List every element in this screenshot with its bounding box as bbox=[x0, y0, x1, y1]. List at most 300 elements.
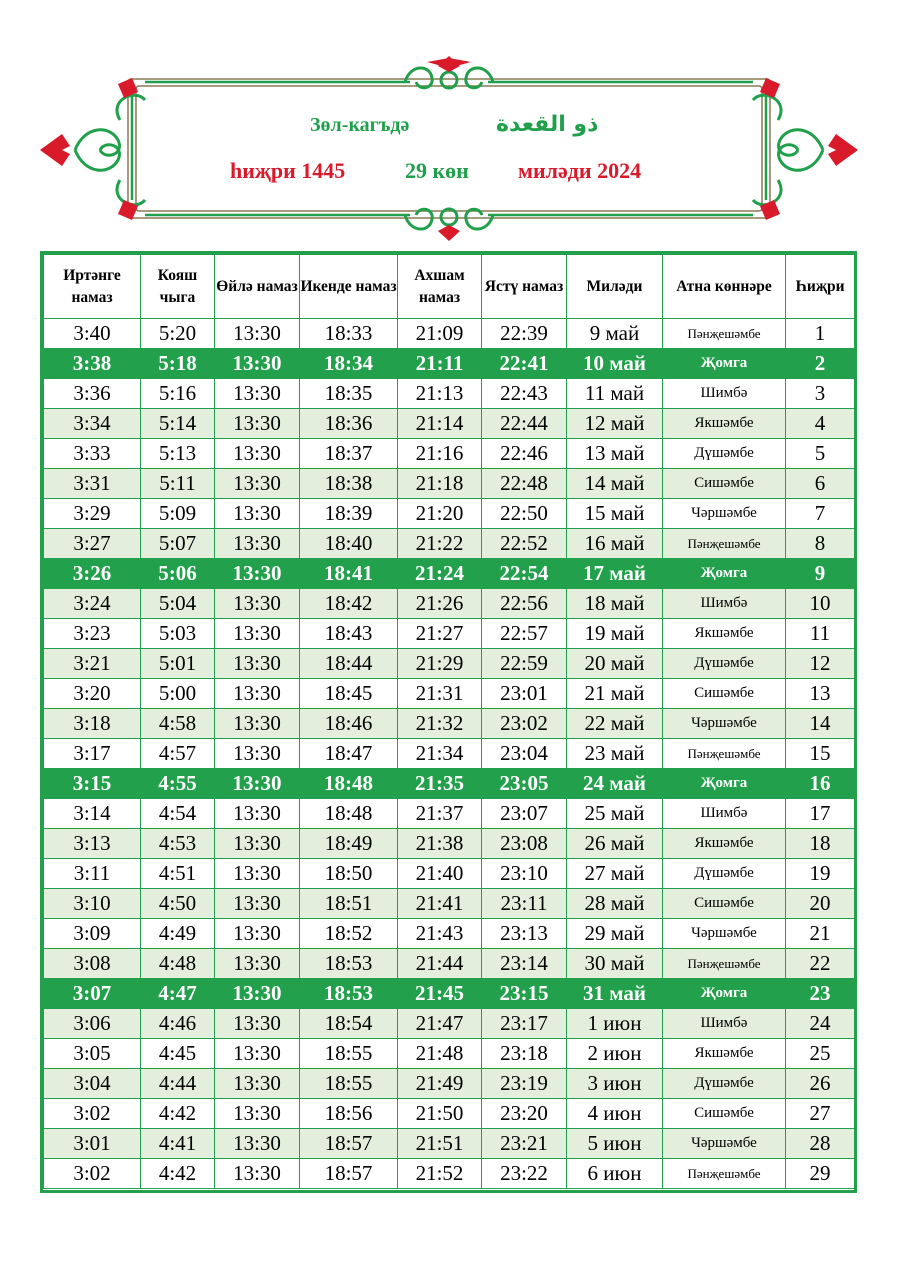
table-cell: 13:30 bbox=[215, 1099, 300, 1129]
table-cell: 22:52 bbox=[482, 529, 567, 559]
table-cell: 3:01 bbox=[44, 1129, 141, 1159]
table-cell: 3 июн bbox=[567, 1069, 663, 1099]
table-cell: 13 bbox=[786, 679, 855, 709]
table-cell: 5:18 bbox=[141, 349, 215, 379]
table-cell: 5:07 bbox=[141, 529, 215, 559]
table-cell: Дүшәмбе bbox=[663, 439, 786, 469]
table-cell: 19 bbox=[786, 859, 855, 889]
table-cell: 18:49 bbox=[300, 829, 398, 859]
column-header: Ястү намаз bbox=[482, 255, 567, 319]
table-cell: 28 май bbox=[567, 889, 663, 919]
table-cell: 5 июн bbox=[567, 1129, 663, 1159]
table-cell: 3:40 bbox=[44, 319, 141, 349]
table-cell: 21:49 bbox=[398, 1069, 482, 1099]
table-cell: 18:52 bbox=[300, 919, 398, 949]
table-row bbox=[44, 319, 855, 349]
table-cell: 21:29 bbox=[398, 649, 482, 679]
table-cell: 5:04 bbox=[141, 589, 215, 619]
table-cell: 18:51 bbox=[300, 889, 398, 919]
table-cell: 18:56 bbox=[300, 1099, 398, 1129]
table-cell: 4:51 bbox=[141, 859, 215, 889]
table-cell: 20 bbox=[786, 889, 855, 919]
table-cell: 3:34 bbox=[44, 409, 141, 439]
table-cell: 21:32 bbox=[398, 709, 482, 739]
table-row bbox=[44, 739, 855, 769]
table-row bbox=[44, 469, 855, 499]
table-cell: 3:08 bbox=[44, 949, 141, 979]
table-header-row bbox=[44, 255, 855, 319]
table-cell: 23:05 bbox=[482, 769, 567, 799]
table-cell: 18:34 bbox=[300, 349, 398, 379]
table-cell: 13:30 bbox=[215, 559, 300, 589]
table-cell: 13:30 bbox=[215, 469, 300, 499]
gregorian-year: миләди 2024 bbox=[518, 158, 642, 183]
table-cell: 23:15 bbox=[482, 979, 567, 1009]
column-header: Иртәнге намаз bbox=[44, 255, 141, 319]
table-cell: 22:59 bbox=[482, 649, 567, 679]
table-cell: 23:01 bbox=[482, 679, 567, 709]
table-cell: 18:50 bbox=[300, 859, 398, 889]
table-cell: 21:40 bbox=[398, 859, 482, 889]
table-cell: 21:16 bbox=[398, 439, 482, 469]
table-row bbox=[44, 349, 855, 379]
table-row bbox=[44, 499, 855, 529]
table-cell: Чәршәмбе bbox=[663, 499, 786, 529]
table-cell: 27 bbox=[786, 1099, 855, 1129]
table-cell: 3:10 bbox=[44, 889, 141, 919]
table-cell: 22:41 bbox=[482, 349, 567, 379]
table-cell: 3:20 bbox=[44, 679, 141, 709]
table-cell: 22:50 bbox=[482, 499, 567, 529]
table-cell: 23:02 bbox=[482, 709, 567, 739]
table-cell: 3:15 bbox=[44, 769, 141, 799]
table-cell: 14 май bbox=[567, 469, 663, 499]
table-cell: 5:11 bbox=[141, 469, 215, 499]
table-cell: Чәршәмбе bbox=[663, 1129, 786, 1159]
table-cell: 18:33 bbox=[300, 319, 398, 349]
table-cell: 21:45 bbox=[398, 979, 482, 1009]
table-cell: 22:54 bbox=[482, 559, 567, 589]
table-cell: 13:30 bbox=[215, 319, 300, 349]
table-cell: 16 май bbox=[567, 529, 663, 559]
table-cell: 4 bbox=[786, 409, 855, 439]
table-cell: 21:38 bbox=[398, 829, 482, 859]
table-row bbox=[44, 979, 855, 1009]
table-cell: 25 bbox=[786, 1039, 855, 1069]
table-cell: 3:17 bbox=[44, 739, 141, 769]
table-cell: 18:40 bbox=[300, 529, 398, 559]
table-cell: 3:11 bbox=[44, 859, 141, 889]
table-cell: 18:35 bbox=[300, 379, 398, 409]
table-cell: 3:14 bbox=[44, 799, 141, 829]
table-cell: 3:05 bbox=[44, 1039, 141, 1069]
table-cell: 13:30 bbox=[215, 679, 300, 709]
table-cell: 21:52 bbox=[398, 1159, 482, 1189]
table-cell: 13 май bbox=[567, 439, 663, 469]
table-cell: 5:06 bbox=[141, 559, 215, 589]
table-cell: 13:30 bbox=[215, 769, 300, 799]
column-header: Атна көннәре bbox=[663, 255, 786, 319]
table-cell: 6 июн bbox=[567, 1159, 663, 1189]
table-cell: 21:50 bbox=[398, 1099, 482, 1129]
table-cell: 18:45 bbox=[300, 679, 398, 709]
table-cell: 13:30 bbox=[215, 409, 300, 439]
table-cell: 3:38 bbox=[44, 349, 141, 379]
month-name: Зөл-кагъдә bbox=[310, 114, 410, 136]
table-cell: Чәршәмбе bbox=[663, 709, 786, 739]
table-row bbox=[44, 1159, 855, 1189]
table-cell: 21:44 bbox=[398, 949, 482, 979]
table-row bbox=[44, 589, 855, 619]
table-cell: 21:41 bbox=[398, 889, 482, 919]
table-cell: 5:01 bbox=[141, 649, 215, 679]
table-cell: Чәршәмбе bbox=[663, 919, 786, 949]
table-cell: 18:53 bbox=[300, 979, 398, 1009]
table-cell: 4:55 bbox=[141, 769, 215, 799]
table-cell: Җомга bbox=[663, 559, 786, 589]
table-cell: 3:13 bbox=[44, 829, 141, 859]
table-cell: 23:04 bbox=[482, 739, 567, 769]
table-cell: 30 май bbox=[567, 949, 663, 979]
table-cell: 13:30 bbox=[215, 979, 300, 1009]
table-cell: Җомга bbox=[663, 769, 786, 799]
table-cell: 5:09 bbox=[141, 499, 215, 529]
table-cell: Шимбә bbox=[663, 1009, 786, 1039]
table-cell: 25 май bbox=[567, 799, 663, 829]
table-cell: 18 bbox=[786, 829, 855, 859]
table-cell: 21:18 bbox=[398, 469, 482, 499]
table-cell: Шимбә bbox=[663, 799, 786, 829]
table-cell: Якшәмбе bbox=[663, 619, 786, 649]
table-cell: 18:38 bbox=[300, 469, 398, 499]
table-cell: 1 bbox=[786, 319, 855, 349]
table-cell: Шимбә bbox=[663, 379, 786, 409]
days-count: 29 көн bbox=[405, 158, 469, 183]
table-cell: 2 июн bbox=[567, 1039, 663, 1069]
table-cell: 21:51 bbox=[398, 1129, 482, 1159]
table-cell: 12 май bbox=[567, 409, 663, 439]
table-cell: 24 bbox=[786, 1009, 855, 1039]
table-cell: 18:43 bbox=[300, 619, 398, 649]
table-cell: 17 bbox=[786, 799, 855, 829]
table-cell: 13:30 bbox=[215, 859, 300, 889]
table-cell: 18 май bbox=[567, 589, 663, 619]
table-cell: 9 май bbox=[567, 319, 663, 349]
table-row bbox=[44, 559, 855, 589]
table-cell: 18:42 bbox=[300, 589, 398, 619]
table-cell: Пәнҗешәмбе bbox=[663, 319, 786, 349]
table-row bbox=[44, 859, 855, 889]
table-cell: 3:24 bbox=[44, 589, 141, 619]
table-cell: 19 май bbox=[567, 619, 663, 649]
table-cell: 4:53 bbox=[141, 829, 215, 859]
table-row bbox=[44, 889, 855, 919]
table-cell: 21:43 bbox=[398, 919, 482, 949]
table-cell: 18:54 bbox=[300, 1009, 398, 1039]
table-cell: 21:11 bbox=[398, 349, 482, 379]
table-cell: 5 bbox=[786, 439, 855, 469]
table-cell: 18:55 bbox=[300, 1039, 398, 1069]
table-cell: 13:30 bbox=[215, 1039, 300, 1069]
table-cell: 23:18 bbox=[482, 1039, 567, 1069]
table-cell: 21:34 bbox=[398, 739, 482, 769]
table-cell: 15 май bbox=[567, 499, 663, 529]
table-cell: 29 bbox=[786, 1159, 855, 1189]
table-cell: 11 май bbox=[567, 379, 663, 409]
header-banner bbox=[0, 0, 898, 250]
table-cell: Пәнҗешәмбе bbox=[663, 529, 786, 559]
table-cell: 13:30 bbox=[215, 949, 300, 979]
table-cell: 22:48 bbox=[482, 469, 567, 499]
table-cell: 4:42 bbox=[141, 1099, 215, 1129]
table-cell: 18:48 bbox=[300, 769, 398, 799]
table-cell: 13:30 bbox=[215, 1069, 300, 1099]
table-cell: 5:14 bbox=[141, 409, 215, 439]
table-cell: Пәнҗешәмбе bbox=[663, 739, 786, 769]
table-cell: 23:20 bbox=[482, 1099, 567, 1129]
table-cell: 18:39 bbox=[300, 499, 398, 529]
table-cell: 4:41 bbox=[141, 1129, 215, 1159]
table-cell: 13:30 bbox=[215, 889, 300, 919]
table-cell: 18:48 bbox=[300, 799, 398, 829]
table-row bbox=[44, 829, 855, 859]
table-cell: 12 bbox=[786, 649, 855, 679]
table-cell: 4:57 bbox=[141, 739, 215, 769]
table-cell: 10 май bbox=[567, 349, 663, 379]
table-cell: 26 bbox=[786, 1069, 855, 1099]
table-cell: 5:16 bbox=[141, 379, 215, 409]
table-cell: 14 bbox=[786, 709, 855, 739]
table-cell: 11 bbox=[786, 619, 855, 649]
table-cell: 3:29 bbox=[44, 499, 141, 529]
table-cell: 4:48 bbox=[141, 949, 215, 979]
table-cell: 22:46 bbox=[482, 439, 567, 469]
table-cell: Җомга bbox=[663, 349, 786, 379]
table-cell: 26 май bbox=[567, 829, 663, 859]
table-cell: 23 bbox=[786, 979, 855, 1009]
table-cell: 18:47 bbox=[300, 739, 398, 769]
table-cell: 28 bbox=[786, 1129, 855, 1159]
table-row bbox=[44, 1009, 855, 1039]
table-cell: Сишәмбе bbox=[663, 889, 786, 919]
table-cell: 23:17 bbox=[482, 1009, 567, 1039]
table-row bbox=[44, 1069, 855, 1099]
table-cell: 10 bbox=[786, 589, 855, 619]
table-cell: 18:41 bbox=[300, 559, 398, 589]
table-row bbox=[44, 799, 855, 829]
table-cell: 21 май bbox=[567, 679, 663, 709]
table-cell: 18:57 bbox=[300, 1159, 398, 1189]
table-row bbox=[44, 649, 855, 679]
table-cell: 3:06 bbox=[44, 1009, 141, 1039]
table-cell: Сишәмбе bbox=[663, 679, 786, 709]
table-cell: 3:26 bbox=[44, 559, 141, 589]
table-cell: 21:22 bbox=[398, 529, 482, 559]
table-cell: 6 bbox=[786, 469, 855, 499]
table-cell: 15 bbox=[786, 739, 855, 769]
table-cell: 21:09 bbox=[398, 319, 482, 349]
table-cell: 3:09 bbox=[44, 919, 141, 949]
table-row bbox=[44, 619, 855, 649]
table-cell: 4:50 bbox=[141, 889, 215, 919]
table-cell: 8 bbox=[786, 529, 855, 559]
table-row bbox=[44, 679, 855, 709]
table-cell: 4:58 bbox=[141, 709, 215, 739]
table-cell: 24 май bbox=[567, 769, 663, 799]
table-cell: 4:44 bbox=[141, 1069, 215, 1099]
table-row bbox=[44, 949, 855, 979]
table-cell: 3:18 bbox=[44, 709, 141, 739]
table-cell: 4 июн bbox=[567, 1099, 663, 1129]
column-header: Кояш чыга bbox=[141, 255, 215, 319]
table-cell: 18:57 bbox=[300, 1129, 398, 1159]
table-cell: 4:47 bbox=[141, 979, 215, 1009]
table-cell: Дүшәмбе bbox=[663, 649, 786, 679]
table-cell: Якшәмбе bbox=[663, 829, 786, 859]
table-cell: 16 bbox=[786, 769, 855, 799]
table-cell: 18:46 bbox=[300, 709, 398, 739]
table-cell: 13:30 bbox=[215, 649, 300, 679]
table-cell: 18:44 bbox=[300, 649, 398, 679]
table-cell: 3:04 bbox=[44, 1069, 141, 1099]
table-cell: Якшәмбе bbox=[663, 409, 786, 439]
table-cell: 21:26 bbox=[398, 589, 482, 619]
table-cell: 3:23 bbox=[44, 619, 141, 649]
table-cell: 3:02 bbox=[44, 1159, 141, 1189]
table-cell: 23:14 bbox=[482, 949, 567, 979]
table-cell: 23:11 bbox=[482, 889, 567, 919]
table-cell: 13:30 bbox=[215, 709, 300, 739]
table-cell: 3:27 bbox=[44, 529, 141, 559]
column-header: Миләди bbox=[567, 255, 663, 319]
table-row bbox=[44, 439, 855, 469]
table-cell: 21:37 bbox=[398, 799, 482, 829]
table-cell: 13:30 bbox=[215, 829, 300, 859]
table-cell: 5:03 bbox=[141, 619, 215, 649]
column-header: Икенде намаз bbox=[300, 255, 398, 319]
table-cell: 23:07 bbox=[482, 799, 567, 829]
table-cell: 13:30 bbox=[215, 799, 300, 829]
table-cell: 29 май bbox=[567, 919, 663, 949]
table-cell: 21:47 bbox=[398, 1009, 482, 1039]
table-row bbox=[44, 1099, 855, 1129]
table-cell: Шимбә bbox=[663, 589, 786, 619]
ornamental-frame bbox=[0, 0, 898, 250]
table-cell: 4:45 bbox=[141, 1039, 215, 1069]
table-cell: 2 bbox=[786, 349, 855, 379]
table-cell: 5:13 bbox=[141, 439, 215, 469]
table-cell: 13:30 bbox=[215, 529, 300, 559]
table-cell: 23:10 bbox=[482, 859, 567, 889]
table-cell: 13:30 bbox=[215, 919, 300, 949]
table-row bbox=[44, 529, 855, 559]
table-cell: 21:13 bbox=[398, 379, 482, 409]
table-cell: Якшәмбе bbox=[663, 1039, 786, 1069]
table-cell: 13:30 bbox=[215, 349, 300, 379]
table-cell: 21:24 bbox=[398, 559, 482, 589]
table-cell: 4:46 bbox=[141, 1009, 215, 1039]
table-cell: 20 май bbox=[567, 649, 663, 679]
table-cell: 23:19 bbox=[482, 1069, 567, 1099]
table-row bbox=[44, 709, 855, 739]
table-body bbox=[44, 319, 855, 1189]
table-cell: 22:43 bbox=[482, 379, 567, 409]
column-header: Өйлә намаз bbox=[215, 255, 300, 319]
table-cell: 13:30 bbox=[215, 589, 300, 619]
table-cell: 13:30 bbox=[215, 739, 300, 769]
column-header: Һиҗри bbox=[786, 255, 855, 319]
right-ornament bbox=[753, 78, 858, 220]
table-cell: 3:07 bbox=[44, 979, 141, 1009]
table-cell: 22 май bbox=[567, 709, 663, 739]
table-cell: 13:30 bbox=[215, 619, 300, 649]
table-cell: 5:00 bbox=[141, 679, 215, 709]
month-name-arabic: ذو القعدة bbox=[496, 112, 599, 137]
table-cell: Сишәмбе bbox=[663, 1099, 786, 1129]
table-cell: 17 май bbox=[567, 559, 663, 589]
table-cell: 22:56 bbox=[482, 589, 567, 619]
table-cell: 21 bbox=[786, 919, 855, 949]
table-cell: 27 май bbox=[567, 859, 663, 889]
table-cell: Җомга bbox=[663, 979, 786, 1009]
table-cell: 3:02 bbox=[44, 1099, 141, 1129]
table-cell: 13:30 bbox=[215, 499, 300, 529]
table-cell: Дүшәмбе bbox=[663, 1069, 786, 1099]
table-row bbox=[44, 1039, 855, 1069]
table-cell: Сишәмбе bbox=[663, 469, 786, 499]
table-cell: Пәнҗешәмбе bbox=[663, 949, 786, 979]
table-row bbox=[44, 1129, 855, 1159]
table-cell: 22:39 bbox=[482, 319, 567, 349]
column-header: Ахшам намаз bbox=[398, 255, 482, 319]
table-cell: 4:54 bbox=[141, 799, 215, 829]
left-ornament bbox=[40, 78, 145, 220]
prayer-times-table bbox=[40, 251, 857, 1193]
table-cell: 23:21 bbox=[482, 1129, 567, 1159]
table-cell: 4:42 bbox=[141, 1159, 215, 1189]
table-cell: 21:20 bbox=[398, 499, 482, 529]
table-cell: 21:31 bbox=[398, 679, 482, 709]
table-cell: 31 май bbox=[567, 979, 663, 1009]
table-cell: Дүшәмбе bbox=[663, 859, 786, 889]
table-cell: 3:33 bbox=[44, 439, 141, 469]
table-cell: 13:30 bbox=[215, 1129, 300, 1159]
table-cell: 21:14 bbox=[398, 409, 482, 439]
table-cell: 23:08 bbox=[482, 829, 567, 859]
hijri-year: һиҗри 1445 bbox=[230, 158, 346, 183]
table-cell: 13:30 bbox=[215, 1159, 300, 1189]
table-cell: 3:21 bbox=[44, 649, 141, 679]
table-row bbox=[44, 409, 855, 439]
table-cell: 3 bbox=[786, 379, 855, 409]
table-cell: 21:35 bbox=[398, 769, 482, 799]
table-row bbox=[44, 919, 855, 949]
table-cell: 13:30 bbox=[215, 379, 300, 409]
table-cell: 21:27 bbox=[398, 619, 482, 649]
table-row bbox=[44, 769, 855, 799]
table-cell: Пәнҗешәмбе bbox=[663, 1159, 786, 1189]
table-cell: 22:57 bbox=[482, 619, 567, 649]
table-cell: 3:31 bbox=[44, 469, 141, 499]
table-cell: 9 bbox=[786, 559, 855, 589]
table-cell: 7 bbox=[786, 499, 855, 529]
table-cell: 1 июн bbox=[567, 1009, 663, 1039]
table-cell: 21:48 bbox=[398, 1039, 482, 1069]
table-row bbox=[44, 379, 855, 409]
table-cell: 23:22 bbox=[482, 1159, 567, 1189]
table-cell: 22:44 bbox=[482, 409, 567, 439]
table-cell: 18:53 bbox=[300, 949, 398, 979]
